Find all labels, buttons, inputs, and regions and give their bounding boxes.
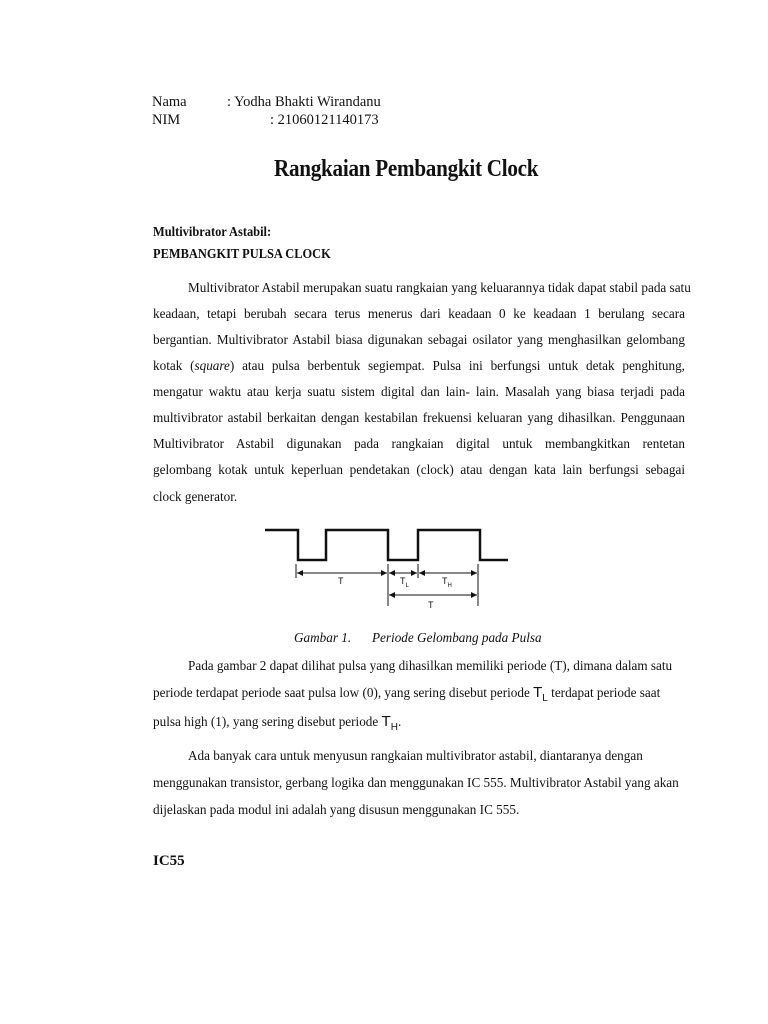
page-title: Rangkaian Pembangkit Clock	[274, 156, 539, 182]
paragraph-3-line-3: dijelaskan pada modul ini adalah yang disusun menggunakan IC 555.	[153, 802, 520, 817]
paragraph-1-line-9: clock generator.	[153, 489, 238, 504]
label-T2: T	[428, 600, 434, 610]
section-heading-1: Multivibrator Astabil:	[153, 224, 272, 239]
figure-caption-number: Gambar 1.	[294, 630, 352, 645]
paragraph-1-line-3: bergantian. Multivibrator Astabil biasa digunakan sebagai osilator yang menghasilkan gelombang	[153, 332, 685, 347]
arrow-head	[381, 570, 387, 576]
pulse-waveform-figure	[260, 520, 520, 620]
symbol-TH	[381, 713, 398, 733]
paragraph-2-line-2	[153, 684, 660, 704]
label-TH-main: T	[442, 576, 448, 586]
arrow-head	[419, 570, 425, 576]
paragraph-2-line-3	[153, 713, 401, 733]
paragraph-1-line-2: keadaan, tetapi berubah secara terus menerus dari keadaan 0 ke keadaan 1 berulang secara	[153, 306, 685, 321]
label-TL-main: T	[400, 576, 406, 586]
symbol-TL	[533, 684, 548, 704]
arrow-head	[471, 570, 477, 576]
italic-term: square	[194, 358, 230, 373]
figure-caption-text: Periode Gelombang pada Pulsa	[372, 630, 542, 645]
label-TH	[442, 576, 452, 589]
paragraph-3-line-1: Ada banyak cara untuk menyusun rangkaian multivibrator astabil, diantaranya dengan	[188, 748, 643, 763]
paragraph-1-line-7: Multivibrator Astabil digunakan pada rangkaian digital untuk membangkitkan rentetan	[153, 436, 685, 451]
text-fragment: kotak (	[153, 358, 195, 373]
text-fragment: ) atau pulsa berbentuk segiempat. Pulsa ini berfungsi untuk detak penghitung,	[229, 358, 685, 373]
nim-value: : 21060121140173	[270, 112, 379, 128]
label-TL-sub: L	[405, 583, 409, 589]
paragraph-2-line-1: Pada gambar 2 dapat dilihat pulsa yang dihasilkan memiliki periode (T), dimana dalam satu	[188, 658, 673, 673]
label-T: T	[338, 576, 344, 586]
paragraph-1-line-8: gelombang kotak untuk keperluan pendetakan (clock) atau dengan kata lain berfungsi sebagai	[153, 462, 685, 477]
paragraph-1-line-1: Multivibrator Astabil merupakan suatu rangkaian yang keluarannya tidak dapat stabil pada satu	[188, 280, 691, 295]
nim-label: NIM	[152, 112, 181, 128]
paragraph-1-line-6: multivibrator astabil berkaitan dengan kestabilan frekuensi keluaran yang dihasilkan. Penggunaan	[153, 410, 685, 425]
section-heading-2: PEMBANGKIT PULSA CLOCK	[153, 246, 331, 261]
text-fragment: terdapat periode saat	[547, 685, 661, 700]
arrow-head	[297, 570, 303, 576]
section-heading-ic: IC55	[153, 853, 185, 869]
name-label: Nama	[152, 94, 187, 110]
symbol-T: T	[533, 684, 543, 701]
arrow-head	[389, 570, 395, 576]
label-TH-sub: H	[447, 583, 452, 589]
text-fragment: periode terdapat periode saat pulsa low (0), yang sering disebut periode	[153, 685, 534, 700]
name-value: : Yodha Bhakti Wirandanu	[227, 94, 381, 110]
symbol-sub: H	[390, 722, 398, 733]
symbol-sub: L	[542, 693, 548, 704]
paragraph-3-line-2: menggunakan transistor, gerbang logika dan menggunakan IC 555. Multivibrator Astabil yang akan	[153, 775, 679, 790]
square-wave	[265, 530, 508, 560]
symbol-T: T	[381, 713, 391, 730]
paragraph-1-line-4	[153, 358, 685, 374]
label-TL	[400, 576, 410, 589]
text-fragment: .	[397, 714, 402, 729]
text-fragment: pulsa high (1), yang sering disebut periode	[153, 714, 382, 729]
arrow-head	[411, 570, 417, 576]
arrow-head	[389, 592, 395, 598]
paragraph-1-line-5: mengatur waktu atau kerja suatu sistem digital dan lain- lain. Masalah yang biasa terjadi pada	[153, 384, 685, 399]
arrow-head	[471, 592, 477, 598]
